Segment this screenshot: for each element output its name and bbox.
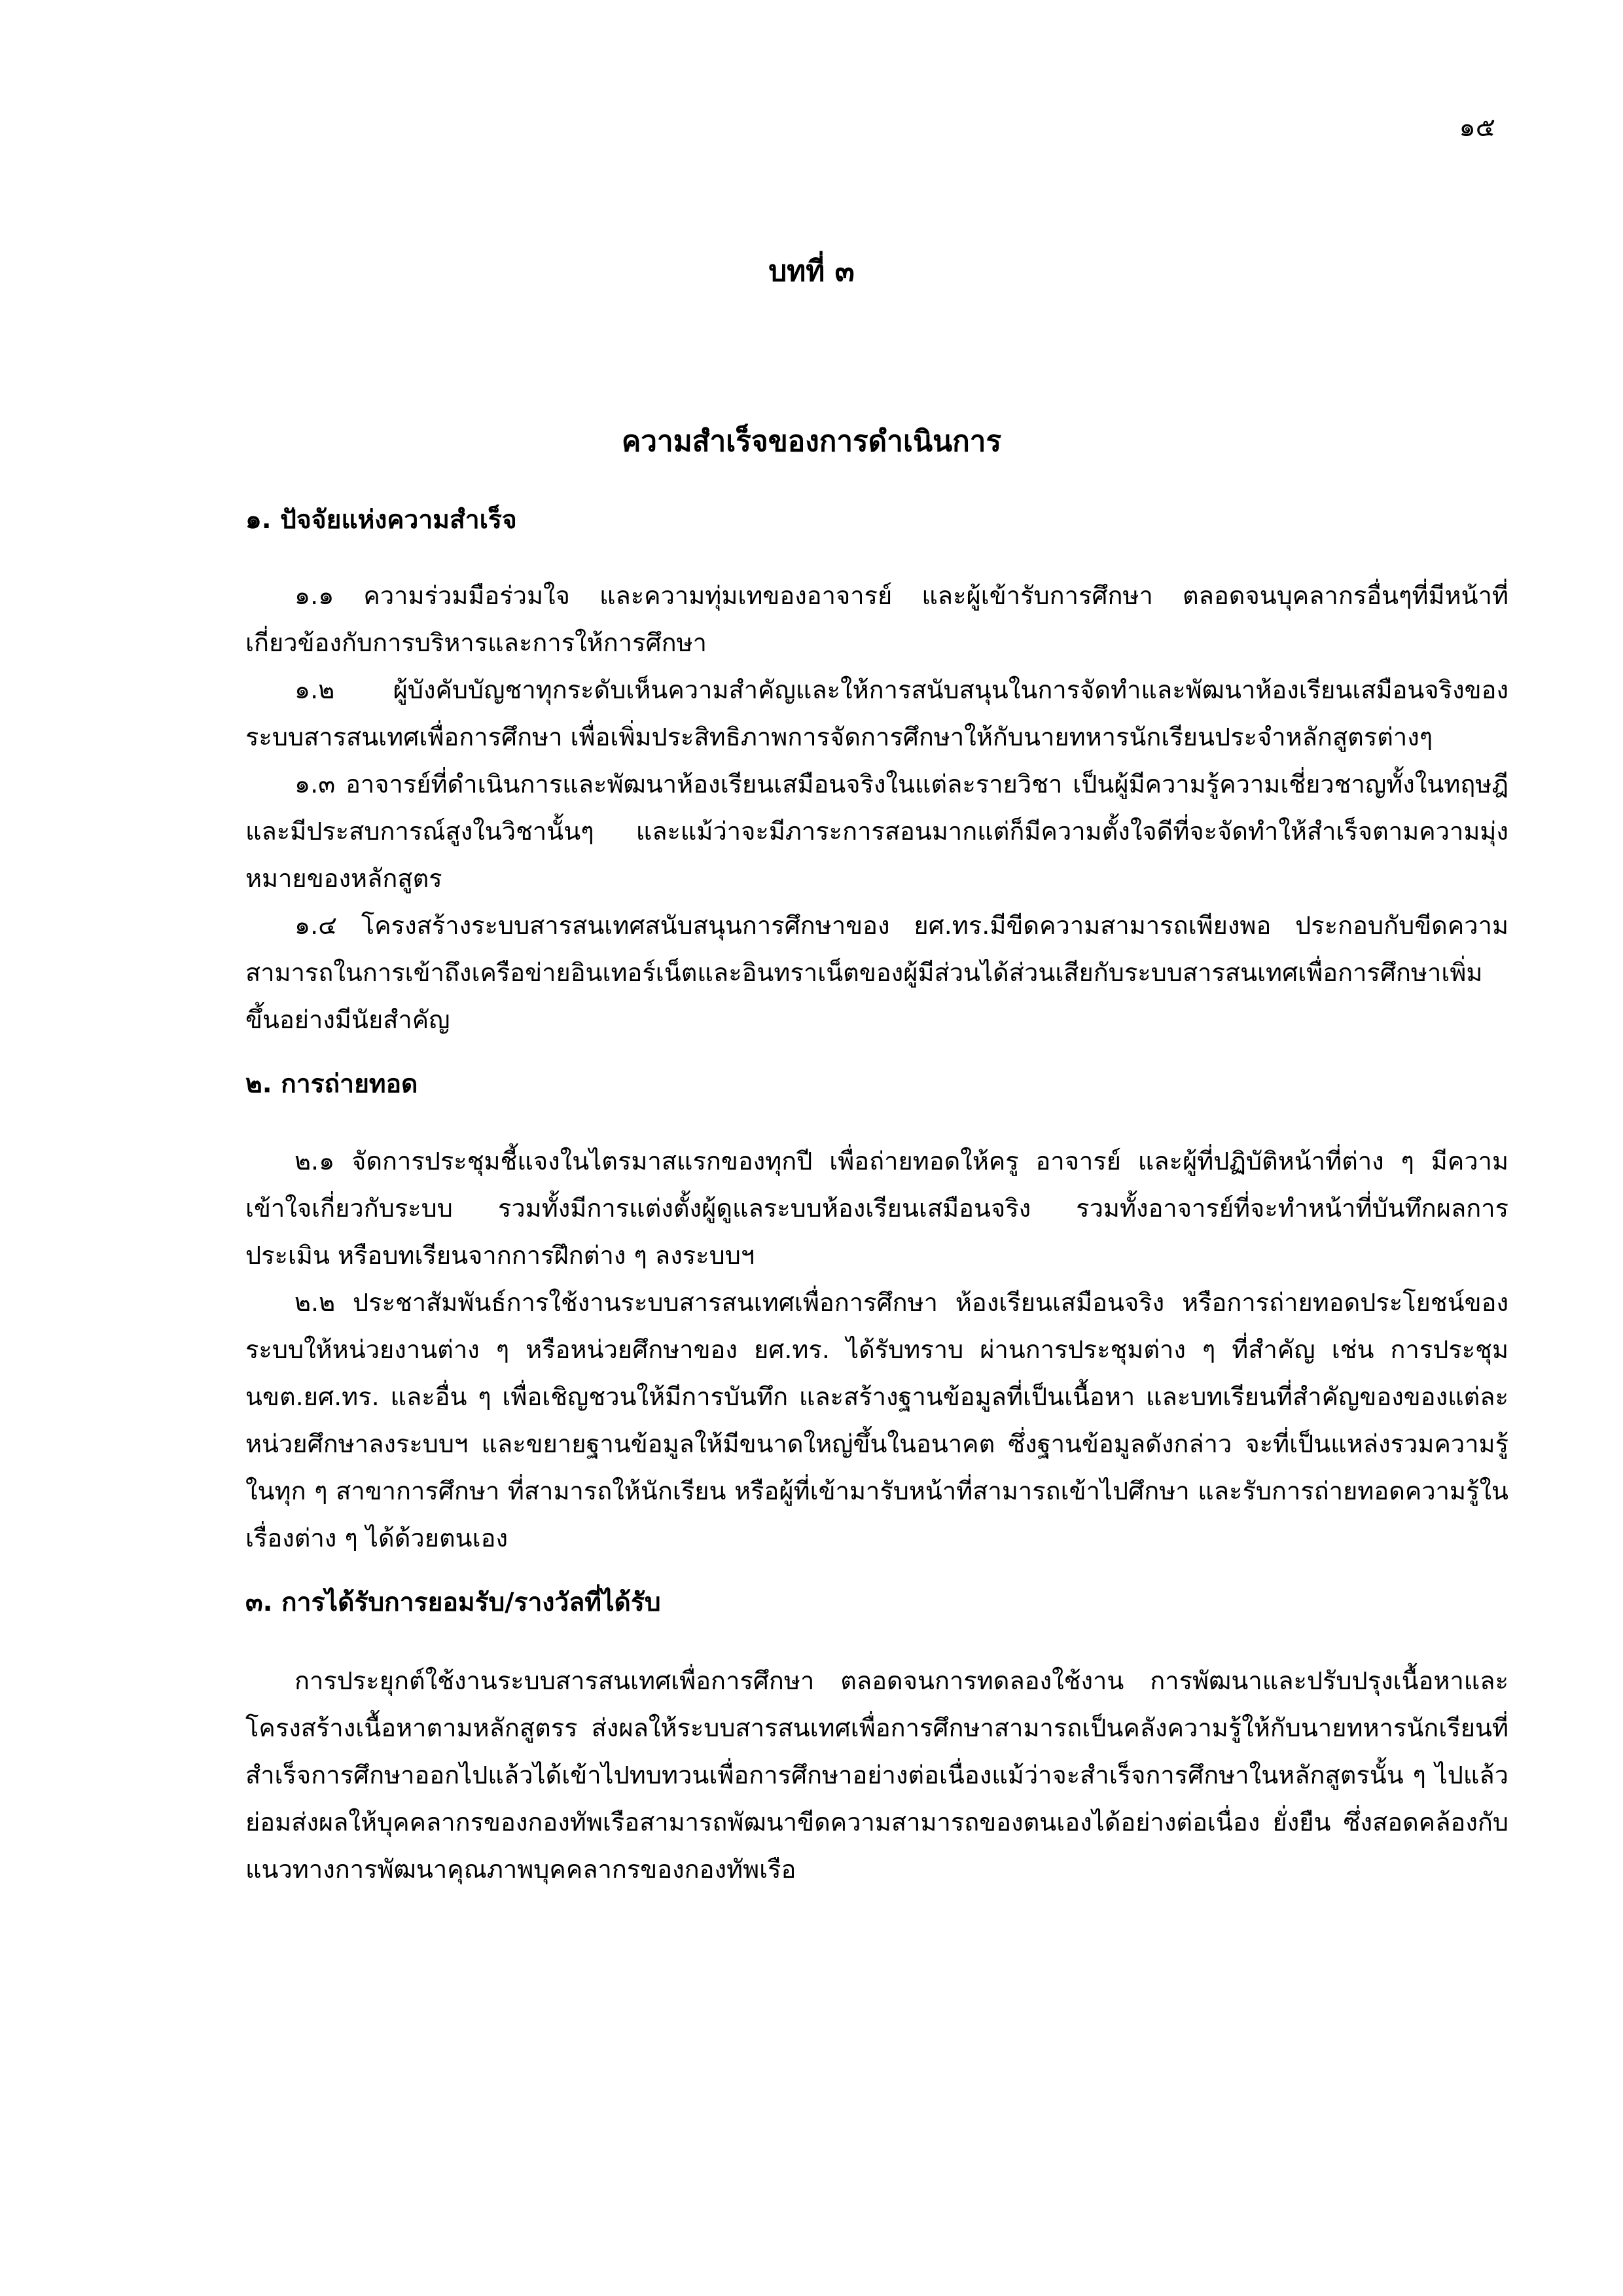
paragraph: ๑.๑ ความร่วมมือร่วมใจ และความทุ่มเทของอาจารย์ และผู้เข้ารับการศึกษา ตลอดจนบุคลากรอื่นๆที่มีหน้าที่เกี่ยวข้องกับการบริหารและการให้การศึกษา — [245, 581, 1508, 657]
paragraph: ๑.๒ ผู้บังคับบัญชาทุกระดับเห็นความสำคัญและให้การสนับสนุนในการจัดทำและพัฒนาห้องเรียนเสมือนจริงของระบบสารสนเทศเพื่อการศึกษา เพื่อเพิ่มประสิทธิภาพการจัดการศึกษาให้กับนายทหารนักเรียนประจำหลักสูตรต่างๆ — [245, 675, 1508, 751]
paragraph: ๑.๔ โครงสร้างระบบสารสนเทศสนับสนุนการศึกษาของ ยศ.ทร.มีขีดความสามารถเพียงพอ ประกอบกับขีดความสามารถในการเข้าถึงเครือข่ายอินเทอร์เน็ตและอินทราเน็ตของผู้มีส่วนได้ส่วนเสียกับระบบสารสนเทศเพื่อการศึกษาเพิ่มขึ้นอย่างมีนัยสำคัญ — [245, 911, 1508, 1034]
section-heading: ๓. การได้รับการยอมรับ/รางวัลที่ได้รับ — [245, 1588, 661, 1617]
paragraph: ๑.๓ อาจารย์ที่ดำเนินการและพัฒนาห้องเรียนเสมือนจริงในแต่ละรายวิชา เป็นผู้มีความรู้ความเชี่ยวชาญทั้งในทฤษฎี และมีประสบการณ์สูงในวิชานั้นๆ และแม้ว่าจะมีภาระการสอนมากแต่ก็มีความตั้งใจดีที่จะจัดทำให้สำเร็จตามความมุ่งหมายของหลักสูตร — [245, 770, 1508, 893]
paragraph: ๒.๑ จัดการประชุมชี้แจงในไตรมาสแรกของทุกปี เพื่อถ่ายทอดให้ครู อาจารย์ และผู้ที่ปฏิบัติหน้าที่ต่าง ๆ มีความเข้าใจเกี่ยวกับระบบ รวมทั้งมีการแต่งตั้งผู้ดูแลระบบห้องเรียนเสมือนจริง รวมทั้งอาจารย์ที่จะทำหน้าที่บันทึกผลการประเมิน หรือบทเรียนจากการฝึกต่าง ๆ ลงระบบฯ — [245, 1147, 1508, 1270]
document-body — [245, 497, 1508, 1911]
section-recognition — [245, 1580, 1508, 1893]
section-transfer — [245, 1062, 1508, 1562]
page-number: ๑๕ — [1459, 113, 1495, 143]
section-heading: ๒. การถ่ายทอด — [245, 1069, 418, 1099]
section-heading: ๑. ปัจจัยแห่งความสำเร็จ — [245, 505, 517, 535]
section-success-factors — [245, 497, 1508, 1043]
chapter-label: บทที่ ๓ — [768, 255, 855, 288]
paragraph: การประยุกต์ใช้งานระบบสารสนเทศเพื่อการศึกษา ตลอดจนการทดลองใช้งาน การพัฒนาและปรับปรุงเนื้อหาและโครงสร้างเนื้อหาตามหลักสูตรร ส่งผลให้ระบบสารสนเทศเพื่อการศึกษาสามารถเป็นคลังความรู้ให้กับนายทหารนักเรียนที่สำเร็จการศึกษาออกไปแล้วได้เข้าไปทบทวนเพื่อการศึกษาอย่างต่อเนื่องแม้ว่าจะสำเร็จการศึกษาในหลักสูตรนั้น ๆ ไปแล้วย่อมส่งผลให้บุคคลากรของกองทัพเรือสามารถพัฒนาขีดความสามารถของตนเองได้อย่างต่อเนื่อง ยั่งยืน ซึ่งสอดคล้องกับแนวทางการพัฒนาคุณภาพบุคคลากรของกองทัพเรือ — [245, 1666, 1508, 1884]
chapter-title: ความสำเร็จของการดำเนินการ — [621, 425, 1002, 458]
paragraph: ๒.๒ ประชาสัมพันธ์การใช้งานระบบสารสนเทศเพื่อการศึกษา ห้องเรียนเสมือนจริง หรือการถ่ายทอดประโยชน์ของระบบให้หน่วยงานต่าง ๆ หรือหน่วยศึกษาของ ยศ.ทร. ได้รับทราบ ผ่านการประชุมต่าง ๆ ที่สำคัญ เช่น การประชุม นขต.ยศ.ทร. และอื่น ๆ เพื่อเชิญชวนให้มีการบันทึก และสร้างฐานข้อมูลที่เป็นเนื้อหา และบทเรียนที่สำคัญของของแต่ละหน่วยศึกษาลงระบบฯ และขยายฐานข้อมูลให้มีขนาดใหญ่ขึ้นในอนาคต ซึ่งฐานข้อมูลดังกล่าว จะที่เป็นแหล่งรวมความรู้ในทุก ๆ สาขาการศึกษา ที่สามารถให้นักเรียน หรือผู้ที่เข้ามารับหน้าที่สามารถเข้าไปศึกษา และรับการถ่ายทอดความรู้ในเรื่องต่าง ๆ ได้ด้วยตนเอง — [245, 1288, 1508, 1552]
